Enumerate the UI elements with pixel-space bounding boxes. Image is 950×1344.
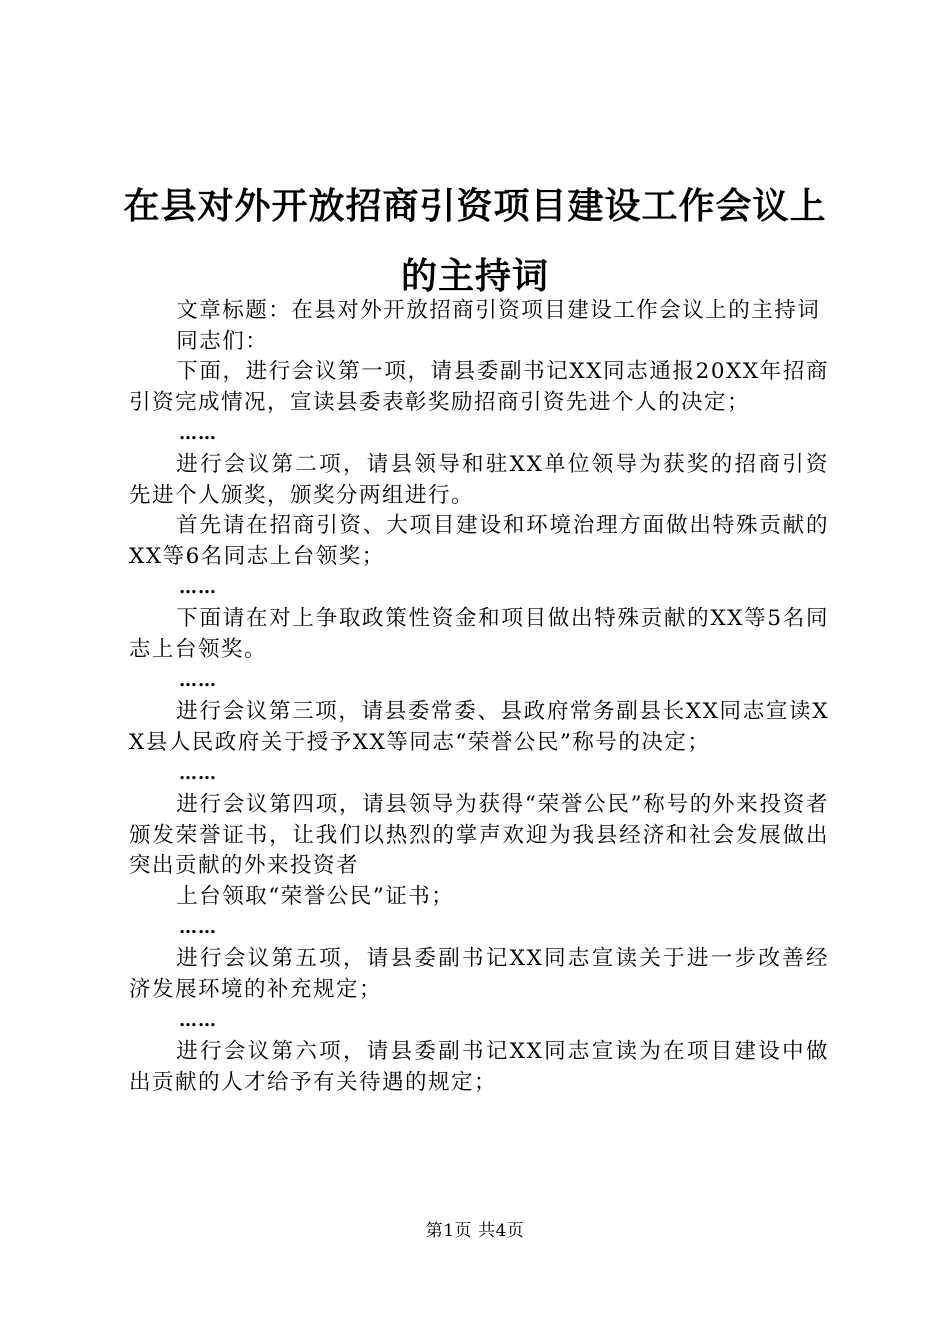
- paragraph: 同志们：: [176, 328, 269, 354]
- ellipsis-line: ……: [179, 917, 217, 938]
- ellipsis-line: ……: [179, 577, 217, 598]
- document-body: [129, 296, 829, 1098]
- paragraph: 进行会议第五项，请县委副书记XX同志宣读关于进一步改善经济发展环境的补充规定；: [129, 946, 829, 1002]
- paragraph: 上台领取“荣誉公民”证书；: [176, 883, 455, 909]
- paragraph: 首先请在招商引资、大项目建设和环境治理方面做出特殊贡献的XX等6名同志上台领奖；: [129, 513, 829, 569]
- document-title: 在县对外开放招商引资项目建设工作会议上的主持词: [123, 186, 827, 297]
- paragraph: 下面，进行会议第一项，请县委副书记XX同志通报20XX年招商引资完成情况，宣读县委表彰奖励招商引资先进个人的决定；: [129, 359, 829, 415]
- paragraph: 下面请在对上争取政策性资金和项目做出特殊贡献的XX等5名同志上台领奖。: [129, 606, 829, 662]
- paragraph: 进行会议第六项，请县委副书记XX同志宣读为在项目建设中做出贡献的人才给予有关待遇的规定；: [129, 1039, 829, 1095]
- paragraph: 进行会议第四项，请县领导为获得“荣誉公民”称号的外来投资者颁发荣誉证书，让我们以热烈的掌声欢迎为我县经济和社会发展做出突出贡献的外来投资者: [129, 792, 829, 878]
- paragraph: 文章标题：在县对外开放招商引资项目建设工作会议上的主持词: [176, 298, 821, 323]
- ellipsis-line: ……: [179, 670, 217, 691]
- ellipsis-line: ……: [179, 763, 217, 784]
- page-footer: 第1页 共4页: [425, 1221, 525, 1241]
- ellipsis-line: ……: [179, 1010, 217, 1031]
- paragraph: 进行会议第三项，请县委常委、县政府常务副县长XX同志宣读XX县人民政府关于授予XX等同志“荣誉公民”称号的决定；: [129, 699, 829, 755]
- ellipsis-line: ……: [179, 423, 217, 444]
- paragraph: 进行会议第二项，请县领导和驻XX单位领导为获奖的招商引资先进个人颁奖，颁奖分两组进行。: [129, 452, 829, 508]
